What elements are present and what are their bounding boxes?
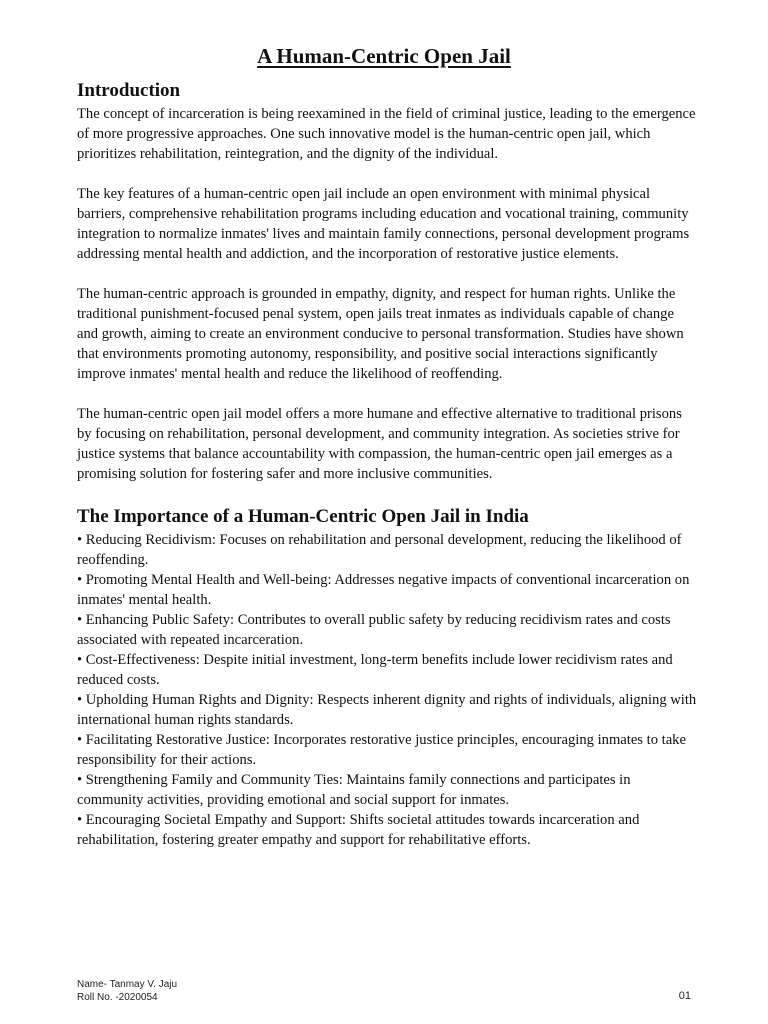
intro-paragraph-4: The human-centric open jail model offers a more humane and effective alternative to traditional prisons by focusing on rehabilitation, personal development, and community integration. As societies strive for justice systems that balance accountability with compassion, the human-centric open jail emerges as a promising solution for fostering safer and more inclusive communities. bbox=[77, 406, 682, 482]
list-item: • Promoting Mental Health and Well-being: Addresses negative impacts of conventional incarceration on inmates' mental health. bbox=[77, 572, 690, 608]
page-number: 01 bbox=[678, 990, 691, 1002]
list-item: • Encouraging Societal Empathy and Support: Shifts societal attitudes towards incarceration and rehabilitation, fostering greater empathy and support for rehabilitative efforts. bbox=[77, 812, 640, 848]
list-item: • Reducing Recidivism: Focuses on rehabilitation and personal development, reducing the likelihood of reoffending. bbox=[77, 532, 682, 568]
document-body bbox=[77, 78, 697, 850]
footer-roll-number: Roll No. -2020054 bbox=[77, 992, 158, 1003]
introduction-heading: Introduction bbox=[77, 80, 181, 101]
intro-paragraph-1: The concept of incarceration is being reexamined in the field of criminal justice, leading to the emergence of more progressive approaches. One such innovative model is the human-centric open jail, which prioritizes rehabilitation, reintegration, and the dignity of the individual. bbox=[77, 106, 696, 162]
list-item: • Cost-Effectiveness: Despite initial investment, long-term benefits include lower recidivism rates and reduced costs. bbox=[77, 652, 673, 688]
list-item: • Facilitating Restorative Justice: Incorporates restorative justice principles, encouraging inmates to take responsibility for their actions. bbox=[77, 732, 686, 768]
list-item: • Upholding Human Rights and Dignity: Respects inherent dignity and rights of individuals, aligning with international human rights standards. bbox=[77, 692, 697, 728]
page-title: A Human-Centric Open Jail bbox=[257, 44, 511, 68]
importance-heading: The Importance of a Human-Centric Open Jail in India bbox=[77, 506, 529, 527]
importance-list bbox=[77, 530, 697, 850]
list-item: • Strengthening Family and Community Ties: Maintains family connections and participates in community activities, providing emotional and social support for inmates. bbox=[77, 772, 631, 808]
footer-name: Name- Tanmay V. Jaju bbox=[77, 979, 178, 990]
footer-author bbox=[77, 978, 177, 1004]
intro-paragraph-3: The human-centric approach is grounded in empathy, dignity, and respect for human rights. Unlike the traditional punishment-focused penal system, open jails treat inmates as individuals capable of change and growth, aiming to create an environment conducive to personal transformation. Studies have shown that environments promoting autonomy, responsibility, and positive social interactions significantly improve inmates' mental health and reduce the likelihood of reoffending. bbox=[77, 286, 684, 382]
list-item: • Enhancing Public Safety: Contributes to overall public safety by reducing recidivism rates and costs associated with repeated incarceration. bbox=[77, 612, 671, 648]
intro-paragraph-2: The key features of a human-centric open jail include an open environment with minimal physical barriers, comprehensive rehabilitation programs including education and vocational training, community integration to normalize inmates' lives and maintain family connections, personal development programs addressing mental health and addiction, and the incorporation of restorative justice elements. bbox=[77, 186, 690, 262]
